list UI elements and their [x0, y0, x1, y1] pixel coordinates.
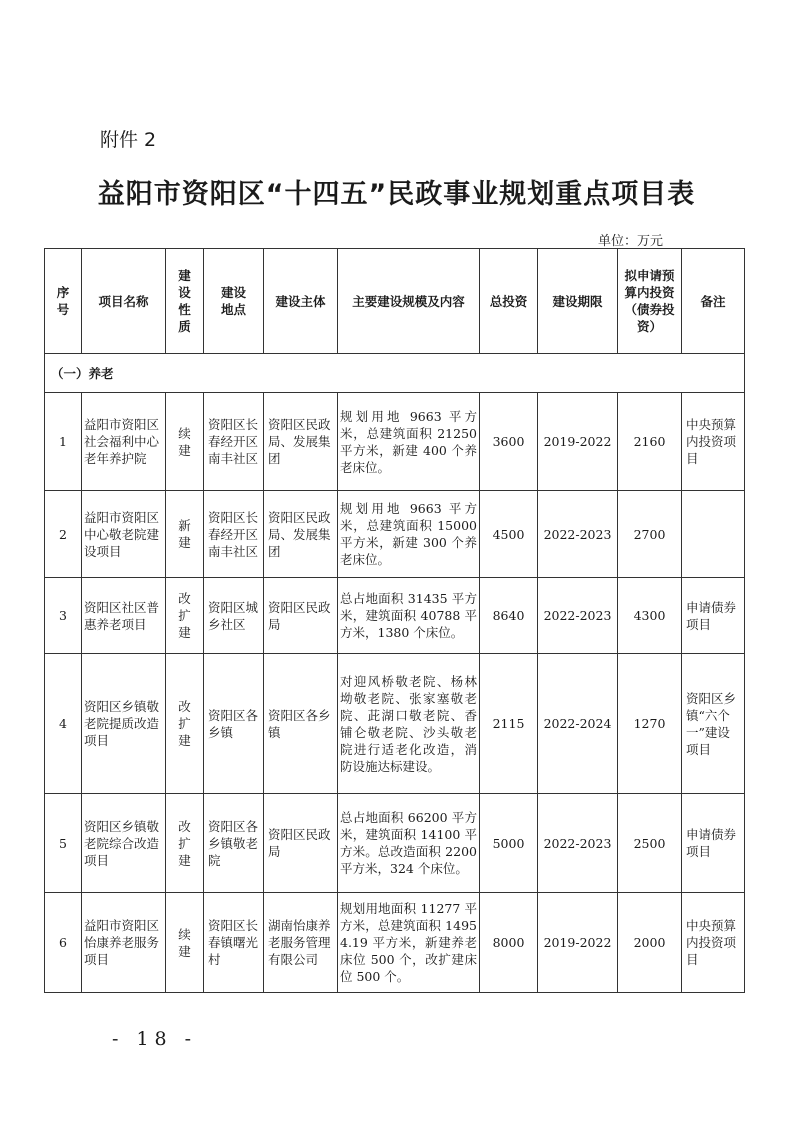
cell-total: 8000 — [480, 893, 538, 993]
cell-content: 总占地面积 66200 平方米，建筑面积 14100 平方米。总改造面积 2200 平方米，324 个床位。 — [338, 794, 480, 893]
cell-budget: 4300 — [618, 578, 682, 654]
cell-name: 资阳区乡镇敬老院提质改造项目 — [82, 654, 166, 794]
cell-budget: 2700 — [618, 491, 682, 578]
cell-content: 总占地面积 31435 平方米，建筑面积 40788 平方米，1380 个床位。 — [338, 578, 480, 654]
cell-seq: 3 — [45, 578, 82, 654]
cell-name: 资阳区乡镇敬老院综合改造项目 — [82, 794, 166, 893]
header-subject: 建设主体 — [264, 249, 338, 354]
cell-content: 规划用地 9663 平方米，总建筑面积 21250 平方米，新建 400 个养老床位。 — [338, 393, 480, 491]
cell-location: 资阳区长春镇曙光村 — [204, 893, 264, 993]
table-row — [45, 893, 745, 993]
page-number: - 18 - — [112, 1028, 198, 1050]
cell-location: 资阳区各乡镇 — [204, 654, 264, 794]
cell-total: 2115 — [480, 654, 538, 794]
table-row — [45, 491, 745, 578]
cell-remark: 申请债券项目 — [682, 794, 745, 893]
table-row — [45, 393, 745, 491]
cell-nature: 续建 — [166, 393, 204, 491]
cell-seq: 1 — [45, 393, 82, 491]
cell-budget: 2000 — [618, 893, 682, 993]
cell-period: 2022-2023 — [538, 578, 618, 654]
header-seq: 序号 — [45, 249, 82, 354]
header-name: 项目名称 — [82, 249, 166, 354]
cell-nature: 续建 — [166, 893, 204, 993]
cell-remark — [682, 491, 745, 578]
cell-subject: 资阳区民政局、发展集团 — [264, 491, 338, 578]
cell-subject: 资阳区民政局 — [264, 794, 338, 893]
cell-remark: 资阳区乡镇“六个一”建设项目 — [682, 654, 745, 794]
cell-nature: 改扩建 — [166, 794, 204, 893]
cell-budget: 1270 — [618, 654, 682, 794]
header-total: 总投资 — [480, 249, 538, 354]
cell-nature: 改扩建 — [166, 578, 204, 654]
cell-budget: 2500 — [618, 794, 682, 893]
cell-remark: 申请债券项目 — [682, 578, 745, 654]
cell-remark: 中央预算内投资项目 — [682, 393, 745, 491]
table-row — [45, 794, 745, 893]
cell-location: 资阳区各乡镇敬老院 — [204, 794, 264, 893]
cell-subject: 资阳区民政局 — [264, 578, 338, 654]
header-period: 建设期限 — [538, 249, 618, 354]
cell-nature: 改扩建 — [166, 654, 204, 794]
table-header-row — [45, 249, 745, 354]
cell-remark: 中央预算内投资项目 — [682, 893, 745, 993]
cell-content: 规划用地面积 11277 平方米，总建筑面积 14954.19 平方米，新建养老床位 500 个，改扩建床位 500 个。 — [338, 893, 480, 993]
annex-label: 附件 2 — [100, 129, 157, 151]
cell-location: 资阳区长春经开区南丰社区 — [204, 393, 264, 491]
cell-name: 益阳市资阳区中心敬老院建设项目 — [82, 491, 166, 578]
table-row — [45, 654, 745, 794]
section-title: （一）养老 — [45, 354, 745, 393]
cell-name: 资阳区社区普惠养老项目 — [82, 578, 166, 654]
project-table — [44, 248, 745, 993]
cell-content: 对迎风桥敬老院、杨林坳敬老院、张家塞敬老院、茈湖口敬老院、香铺仑敬老院、沙头敬老院进行适老化改造，消防设施达标建设。 — [338, 654, 480, 794]
cell-total: 5000 — [480, 794, 538, 893]
cell-total: 8640 — [480, 578, 538, 654]
cell-location: 资阳区城乡社区 — [204, 578, 264, 654]
cell-total: 3600 — [480, 393, 538, 491]
cell-budget: 2160 — [618, 393, 682, 491]
cell-nature: 新建 — [166, 491, 204, 578]
cell-period: 2022-2023 — [538, 491, 618, 578]
cell-name: 益阳市资阳区社会福利中心老年养护院 — [82, 393, 166, 491]
cell-location: 资阳区长春经开区南丰社区 — [204, 491, 264, 578]
header-content: 主要建设规模及内容 — [338, 249, 480, 354]
section-row — [45, 354, 745, 393]
cell-period: 2019-2022 — [538, 393, 618, 491]
cell-seq: 6 — [45, 893, 82, 993]
cell-content: 规划用地 9663 平方米，总建筑面积 15000 平方米，新建 300 个养老床位。 — [338, 491, 480, 578]
table-row — [45, 578, 745, 654]
cell-subject: 资阳区民政局、发展集团 — [264, 393, 338, 491]
header-budget: 拟申请预算内投资（债券投资） — [618, 249, 682, 354]
cell-period: 2022-2024 — [538, 654, 618, 794]
page-title: 益阳市资阳区“十四五”民政事业规划重点项目表 — [97, 179, 696, 210]
cell-total: 4500 — [480, 491, 538, 578]
cell-period: 2022-2023 — [538, 794, 618, 893]
unit-label: 单位：万元 — [598, 234, 664, 249]
cell-seq: 5 — [45, 794, 82, 893]
header-remark: 备注 — [682, 249, 745, 354]
cell-name: 益阳市资阳区怡康养老服务项目 — [82, 893, 166, 993]
cell-subject: 资阳区各乡镇 — [264, 654, 338, 794]
header-location: 建设地点 — [204, 249, 264, 354]
cell-seq: 4 — [45, 654, 82, 794]
cell-subject: 湖南怡康养老服务管理有限公司 — [264, 893, 338, 993]
header-nature: 建设性质 — [166, 249, 204, 354]
cell-period: 2019-2022 — [538, 893, 618, 993]
cell-seq: 2 — [45, 491, 82, 578]
